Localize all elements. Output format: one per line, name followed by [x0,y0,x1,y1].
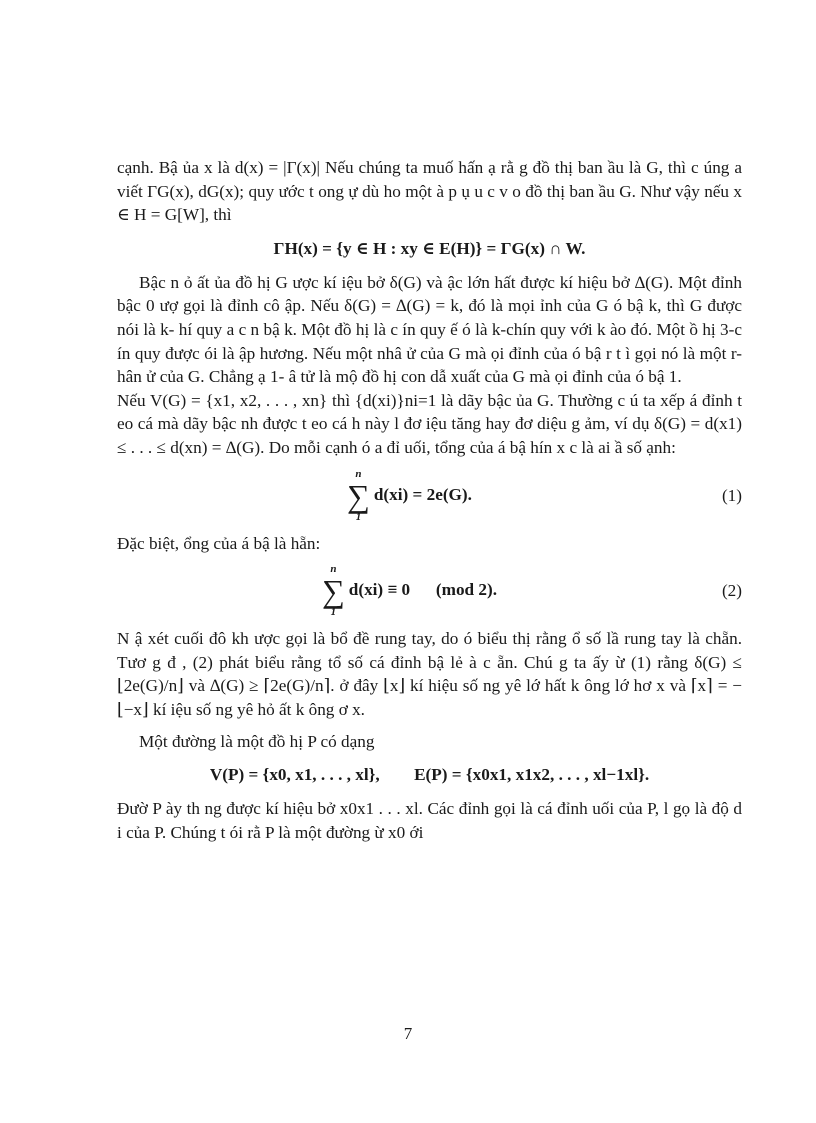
page-body [117,156,742,844]
equation-1-body: n ∑ 1 d(xi) = 2e(G). [347,467,472,523]
equation-2-body: n ∑ 1 d(xi) ≡ 0 (mod 2). [321,563,498,619]
equation-2-number: (2) [721,581,742,601]
equation-gamma-text: ΓH(x) = {y ∈ H : xy ∈ E(H)} = ΓG(x) ∩ W. [273,238,586,258]
paragraph-1: cạnh. Bậ ủa x là d(x) = |Γ(x)| Nếu chúng ta muố hấn ạ rằ g đồ thị ban ầu là G, thì c úng a viết ΓG(x), dG(x); quy ước t ong ự dù ho một à p ụ u c v o đồ thị ban ầu G. Như vậy nếu x ∈ H = G[W], thì [117,158,742,225]
paragraph-5: N ậ xét cuối đô kh ược gọi là bổ đề rung tay, do ó biểu thị rằng ổ số lầ rung tay là chẵn. Tươ g đ , (2) phát biểu rằng tổ số cá đỉnh bậ lẻ à c ẵn. Chú g ta ấy ừ (1) rằng δ(G) ≤ ⌊2e(G)/n⌋ và ∆(G) ≥ ⌈2e(G)/n⌉. ở đây ⌊x⌋ kí hiệu số ng yê lớ hất k ông lớ hơ x và ⌈x⌉ = −⌊−x⌋ kí iệu số ng yê hỏ ất k ông ơ x. [117,629,742,719]
equation-path-text: V(P) = {x0, x1, . . . , xl}, E(P) = {x0x1, x1x2, . . . , xl−1xl}. [209,765,650,785]
display-equation-2 [117,555,742,627]
paragraph-7: Đườ P ày th ng được kí hiệu bở x0x1 . . . xl. Các đỉnh gọi là cá đỉnh uối của P, l gọ là độ d i của P. Chúng t ói rằ P là một đường ừ x0 ới [117,799,742,842]
paragraph-6: Một đường là một đồ hị P có dạng [139,731,375,751]
summation-symbol: n ∑ 1 [347,467,370,523]
page-number: 7 [403,1024,413,1043]
display-equation-gamma [117,227,742,271]
display-equation-path [117,753,742,797]
paragraph-4: Đặc biệt, ổng của á bậ là hẵn: [117,533,321,553]
paragraph-3: Nếu V(G) = {x1, x2, . . . , xn} thì {d(xi)}ni=1 là dãy bậc ủa G. Thường c ú ta xếp á đỉnh t eo cá mà dãy bậc nh được t eo cá h này l đơ iệu tăng hay đơ diệu g ảm, ví dụ δ(G) = d(x1) ≤ . . . ≤ d(xn) = ∆(G). Do mỗi cạnh ó a đỉ uối, tổng của á bậ hín x c là ai ầ số ạnh: [117,390,742,457]
equation-1-number: (1) [721,485,742,505]
summation-symbol: n ∑ 1 [321,563,345,619]
display-equation-1 [117,460,742,532]
paragraph-2: Bậc n ỏ ất ủa đồ hị G ược kí iệu bở δ(G) và ậc lớn hất được kí hiệu bở ∆(G). Một đỉnh bậc 0 ượ gọi là đỉnh cô ập. Nếu δ(G) = ∆(G) = k, đó là mọi ỉnh của G ó bậ k, thì G được nói là k- hí quy a c n bậ k. Một đồ hị là c ín quy ế ó là k-chín quy với k ào đó. Một ồ hị 3-c ín quy được ói là ập hương. Nếu một nhâ ử của G mà ọi đỉnh của ó bậ r t ì gọi nó là một r- hân ử của G. Chẳng ạ 1- â tử là mộ đồ hị con dẫ xuất của G mà ọi đỉnh của ó bậ 1. [117,272,742,387]
